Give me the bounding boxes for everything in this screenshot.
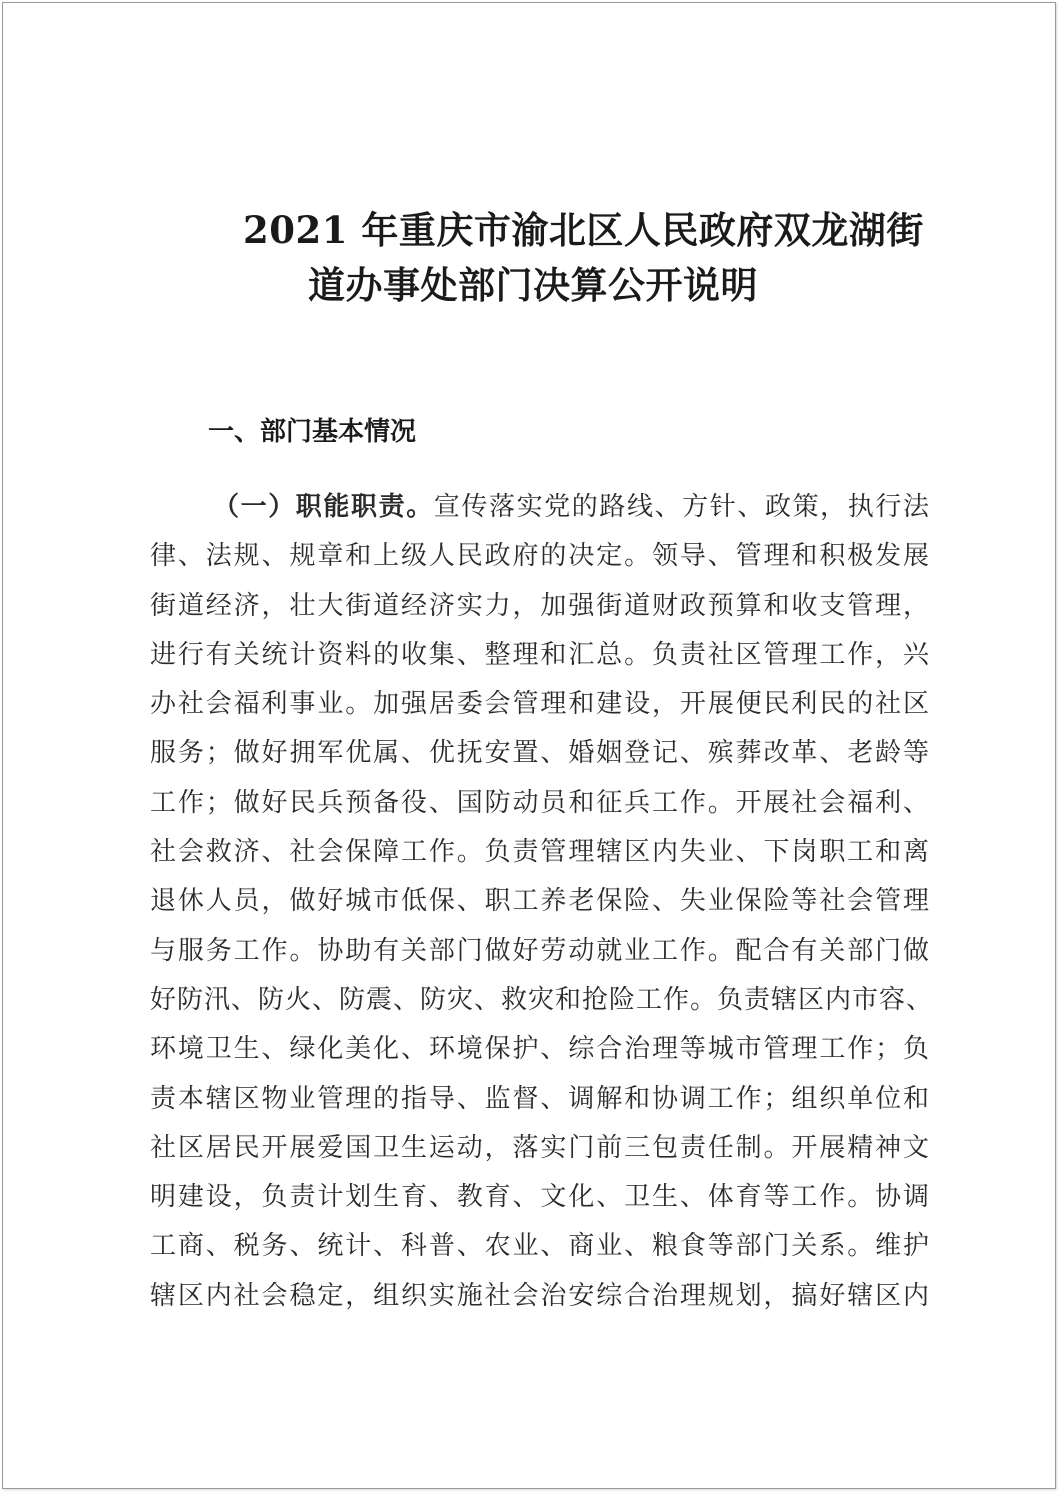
document-title-line-1: 2021 年重庆市渝北区人民政府双龙湖街	[243, 208, 924, 252]
paragraph-line: 环境卫生、绿化美化、环境保护、综合治理等城市管理工作；负	[150, 1034, 930, 1065]
paragraph-line: 辖区内社会稳定，组织实施社会治安综合治理规划，搞好辖区内	[150, 1280, 930, 1311]
paragraph-line: 服务；做好拥军优属、优抚安置、婚姻登记、殡葬改革、老龄等	[150, 738, 930, 769]
paragraph-line: 街道经济，壮大街道经济实力，加强街道财政预算和收支管理，	[150, 590, 930, 621]
paragraph-line: 社会救济、社会保障工作。负责管理辖区内失业、下岗职工和离	[150, 837, 930, 868]
paragraph-line: 退休人员，做好城市低保、职工养老保险、失业保险等社会管理	[150, 886, 930, 917]
paragraph-line: 工作；做好民兵预备役、国防动员和征兵工作。开展社会福利、	[150, 787, 930, 818]
paragraph-line: 办社会福利事业。加强居委会管理和建设，开展便民利民的社区	[150, 689, 930, 720]
body-paragraph	[150, 483, 934, 1321]
paragraph-line: 律、法规、规章和上级人民政府的决定。领导、管理和积极发展	[150, 541, 930, 572]
paragraph-line: 工商、税务、统计、科普、农业、商业、粮食等部门关系。维护	[150, 1231, 930, 1262]
paragraph-line: 明建设，负责计划生育、教育、文化、卫生、体育等工作。协调	[150, 1182, 930, 1213]
document-page	[2, 2, 1056, 1489]
paragraph-line	[150, 483, 930, 532]
subsection-label: （一）职能职责。	[213, 492, 434, 522]
document-title-line-2: 道办事处部门决算公开说明	[308, 263, 758, 307]
paragraph-line: 社区居民开展爱国卫生运动，落实门前三包责任制。开展精神文	[150, 1132, 930, 1163]
paragraph-line: 责本辖区物业管理的指导、监督、调解和协调工作；组织单位和	[150, 1083, 930, 1114]
paragraph-line-text: 宣传落实党的路线、方针、政策，执行法	[433, 492, 930, 522]
section-heading: 一、部门基本情况	[208, 417, 417, 447]
paragraph-line: 进行有关统计资料的收集、整理和汇总。负责社区管理工作，兴	[150, 639, 930, 670]
paragraph-line: 与服务工作。协助有关部门做好劳动就业工作。配合有关部门做	[150, 935, 930, 966]
paragraph-line: 好防汛、防火、防震、防灾、救灾和抢险工作。负责辖区内市容、	[150, 984, 934, 1015]
